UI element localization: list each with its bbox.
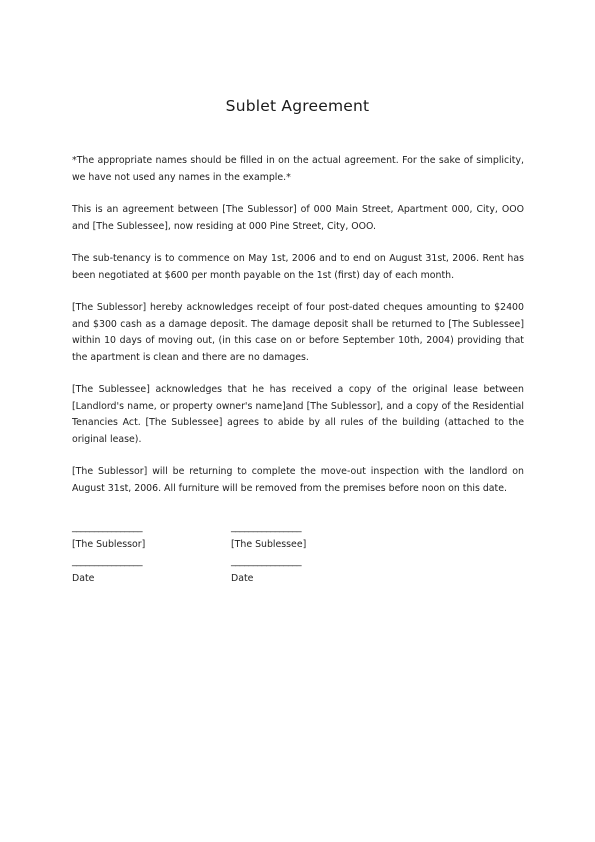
date-line: ________________ <box>231 556 302 567</box>
sublessor-signature-block <box>72 520 145 553</box>
sublessor-date-block <box>72 554 142 587</box>
parties-paragraph: This is an agreement between [The Sublessor] of 000 Main Street, Apartment 000, City, OOO and [The Sublessee], now residing at 000 Pine Street, City, OOO. <box>72 204 524 232</box>
document-title: Sublet Agreement <box>225 97 370 115</box>
signature-line: ________________ <box>72 522 143 533</box>
move-out-paragraph: [The Sublessor] will be returning to complete the move-out inspection with the landlord on August 31st, 2006. All furniture will be removed from the premises before noon on this date. <box>72 466 524 494</box>
note-paragraph: *The appropriate names should be filled in on the actual agreement. For the sake of simplicity, we have not used any names in the example.* <box>72 155 524 183</box>
document-body <box>72 153 524 513</box>
sublessee-signature-block <box>231 520 306 553</box>
sublessor-label: [The Sublessor] <box>72 538 146 550</box>
date-line: ________________ <box>72 556 143 567</box>
sublessee-label: [The Sublessee] <box>231 538 307 550</box>
deposit-paragraph: [The Sublessor] hereby acknowledges receipt of four post-dated cheques amounting to $2400 and $300 cash as a damage deposit. The damage deposit shall be returned to [The Sublessee] within 10 days of moving out, (in this case on or before September 10th, 2004) providing that the apartment is clean and there are no damages. <box>72 302 524 363</box>
lease-paragraph: [The Sublessee] acknowledges that he has received a copy of the original lease between [Landlord's name, or property owner's name]and [The Sublessor], and a copy of the Residential Tenancies Act. [The Sublessee] agrees to abide by all rules of the building (attached to the original lease). <box>72 384 524 445</box>
signature-line: ________________ <box>231 522 302 533</box>
date-label: Date <box>231 572 254 584</box>
sublessee-date-block <box>231 554 301 587</box>
date-label: Date <box>72 572 95 584</box>
term-paragraph: The sub-tenancy is to commence on May 1st, 2006 and to end on August 31st, 2006. Rent has been negotiated at $600 per month payable on the 1st (first) day of each month. <box>72 253 524 281</box>
